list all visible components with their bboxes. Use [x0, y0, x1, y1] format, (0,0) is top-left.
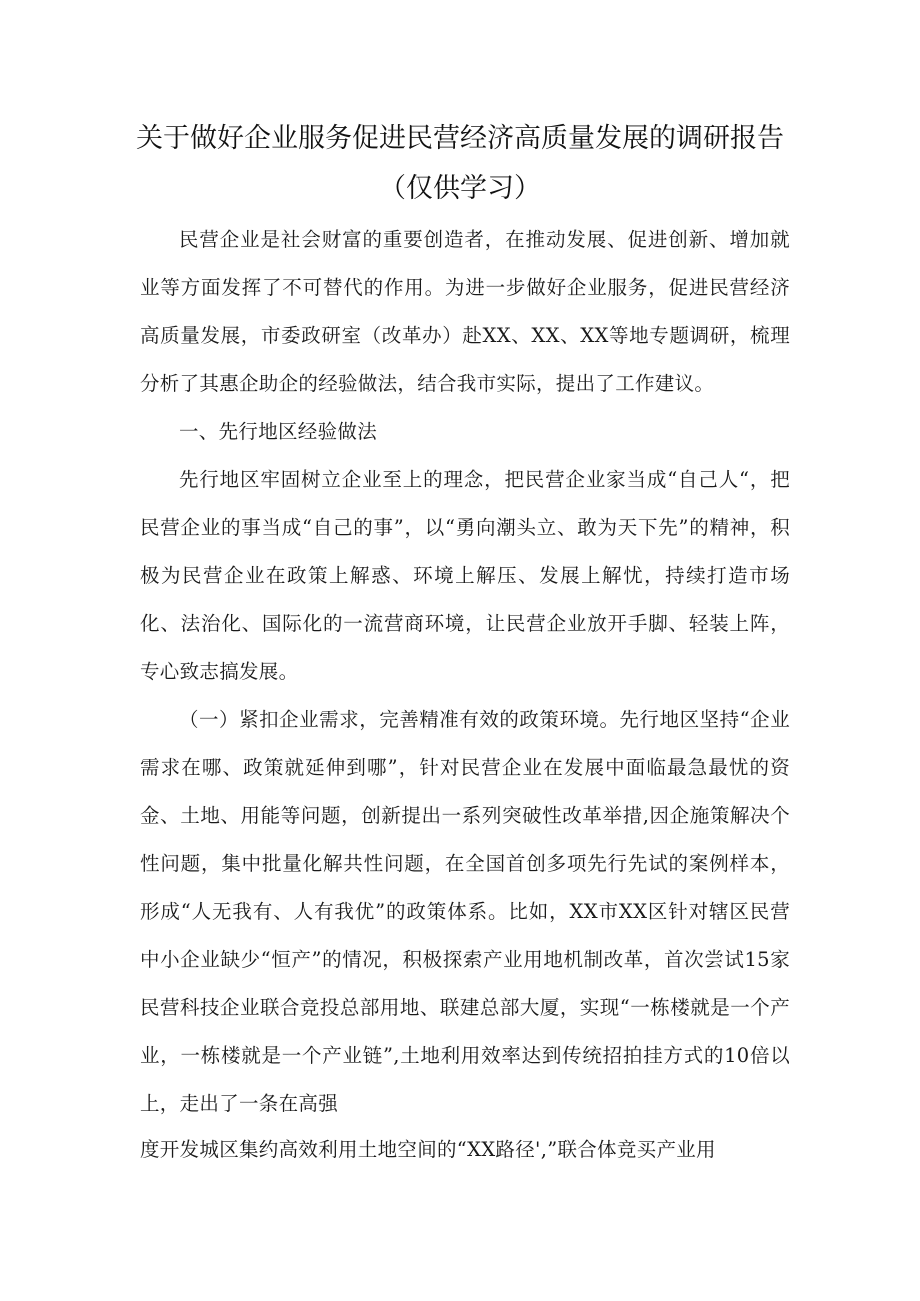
section-paragraph: 先行地区牢固树立企业至上的理念，把民营企业家当成“自己人“，把民营企业的事当成“自己的事”，以“勇向潮头立、敢为天下先”的精神，积极为民营企业在政策上解惑、环境上解压、发展上解忧，持续打造市场化、法治化、国际化的一流营商环境，让民营企业放开手脚、轻装上阵，专心致志搞发展。: [140, 468, 790, 683]
continuation-paragraph: [140, 1128, 790, 1172]
intro-paragraph: 民营企业是社会财富的重要创造者，在推动发展、促进创新、增加就业等方面发挥了不可替代的作用。为进一步做好企业服务，促进民营经济高质量发展，市委政研室（改革办）赴XX、XX、XX等地专题调研，梳理分析了其惠企助企的经验做法，结合我市实际，提出了工作建议。: [140, 228, 790, 395]
section-heading: 一、先行地区经验做法: [179, 420, 378, 443]
document-body: [140, 216, 790, 1172]
document-title: 关于做好企业服务促进民营经济高质量发展的调研报告（仅供学习）: [136, 123, 784, 204]
continuation-line: 度开发城区集约高效利用土地空间的“XX路径',”联合体竞买产业用: [140, 1138, 716, 1161]
subsection-paragraph: （一）紧扣企业需求，完善精准有效的政策环境。先行地区坚持“企业需求在哪、政策就延伸到哪”，针对民营企业在发展中面临最急最忧的资金、土地、用能等问题，创新提出一系列突破性改革举措,因企施策解决个性问题，集中批量化解共性问题，在全国首创多项先行先试的案例样本，形成“人无我有、人有我优”的政策体系。比如，XX市XX区针对辖区民营中小企业缺少“恒产”的情况，积极探索产业用地机制改革，首次尝试15家民营科技企业联合竞投总部用地、联建总部大厦，实现“一栋楼就是一个产业，一栋楼就是一个产业链”,土地利用效率达到传统招拍挂方式的10倍以上，走出了一条在高强: [140, 708, 790, 1115]
